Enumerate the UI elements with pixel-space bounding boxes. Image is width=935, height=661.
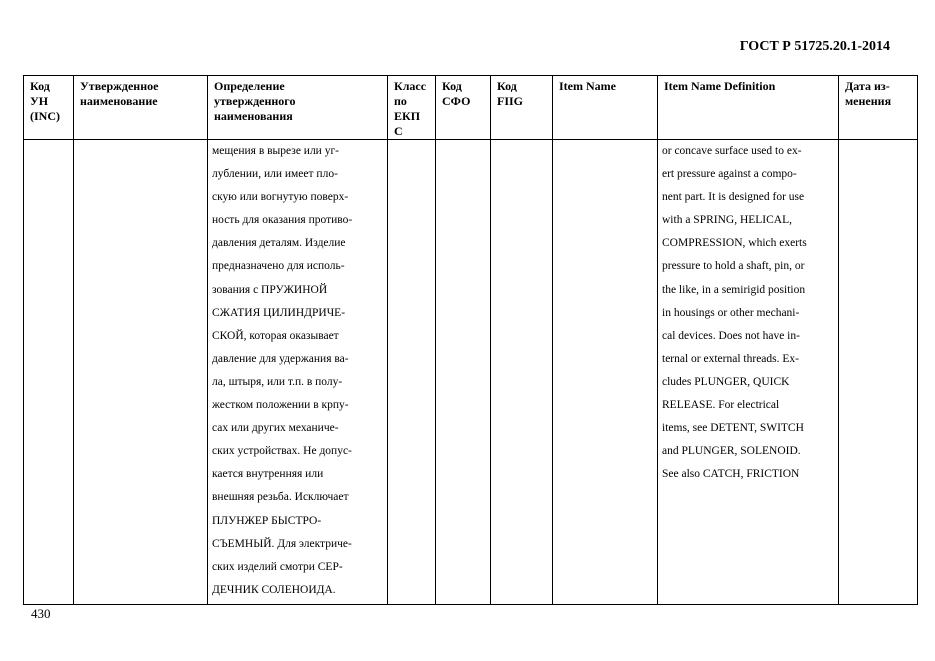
definition-en-line: RELEASE. For electrical: [662, 399, 780, 412]
definition-en-line: ert pressure against a compo-: [662, 168, 797, 181]
header-inc-code: Код УН (INC): [24, 76, 74, 140]
definition-ru-line: внешняя резьба. Исключает: [212, 491, 349, 504]
table-row: [24, 140, 918, 605]
definition-ru-line: жестком положении в крпу-: [212, 399, 349, 412]
definition-en-line: and PLUNGER, SOLENOID.: [662, 445, 801, 458]
page-number: 430: [31, 606, 51, 621]
header-approved-name: Утвержденное наименование: [74, 76, 208, 140]
cell-class: [388, 140, 436, 605]
definition-ru-line: сах или других механиче-: [212, 422, 339, 435]
definition-ru-line: зования с ПРУЖИНОЙ: [212, 283, 328, 296]
definition-en-line: ternal or external threads. Ex-: [662, 352, 799, 365]
definition-en-line: cal devices. Does not have in-: [662, 329, 800, 342]
definition-ru-line: лублении, или имеет пло-: [212, 168, 338, 181]
definition-ru-line: СЖАТИЯ ЦИЛИНДРИЧЕ-: [212, 306, 346, 319]
header-item-name: Item Name: [553, 76, 658, 140]
definition-en-line: items, see DETENT, SWITCH: [662, 422, 804, 435]
header-item-name-definition: Item Name Definition: [658, 76, 839, 140]
definition-ru-line: предназначено для исполь-: [212, 260, 345, 273]
definition-ru-line: ДЕЧНИК СОЛЕНОИДА.: [212, 583, 336, 596]
definition-en-line: pressure to hold a shaft, pin, or: [662, 260, 805, 273]
definition-ru-line: давления деталям. Изделие: [212, 237, 346, 250]
definition-ru-line: ность для оказания противо-: [212, 214, 353, 227]
cell-fiig-code: [491, 140, 553, 605]
header-change-date: Дата из- менения: [839, 76, 918, 140]
definition-ru-line: кается внутренняя или: [212, 468, 324, 481]
definition-ru-line: давление для удержания ва-: [212, 352, 349, 365]
definition-ru-line: ПЛУНЖЕР БЫСТРО-: [212, 514, 322, 527]
definition-ru-line: СКОЙ, которая оказывает: [212, 329, 339, 342]
definition-en-line: with a SPRING, HELICAL,: [662, 214, 793, 227]
cell-inc-code: [24, 140, 74, 605]
cell-item-name: [553, 140, 658, 605]
definition-en-line: in housings or other mechani-: [662, 306, 800, 319]
cell-definition-ru: [208, 140, 388, 605]
definition-en-line: cludes PLUNGER, QUICK: [662, 375, 790, 388]
definition-en-line: nent part. It is designed for use: [662, 191, 805, 204]
definition-ru-line: ских изделий смотри СЕР-: [212, 560, 343, 573]
document-id: ГОСТ Р 51725.20.1-2014: [739, 39, 890, 54]
header-sfo-code: Код СФО: [436, 76, 491, 140]
definition-ru-line: СЪЕМНЫЙ. Для электриче-: [212, 537, 352, 550]
cell-change-date: [839, 140, 918, 605]
header-fiig-code: Код FIIG: [491, 76, 553, 140]
definition-en-line: See also CATCH, FRICTION: [662, 468, 800, 481]
definition-ru-line: ла, штыря, или т.п. в полу-: [212, 375, 343, 388]
definition-ru-line: мещения в вырезе или уг-: [212, 145, 340, 157]
definition-en-line: COMPRESSION, which exerts: [662, 237, 807, 250]
header-name-definition-ru: Определение утвержденного наименования: [208, 76, 388, 140]
table-header-row: [24, 76, 918, 140]
cell-sfo-code: [436, 140, 491, 605]
definition-en-line: the like, in a semirigid position: [662, 283, 806, 296]
header-class: Класс по ЕКП С: [388, 76, 436, 140]
definition-ru-line: ских устройствах. Не допус-: [212, 445, 352, 458]
cell-approved-name: [74, 140, 208, 605]
catalog-table: [23, 75, 918, 605]
definition-en-line: or concave surface used to ex-: [662, 145, 802, 157]
definition-ru-line: скую или вогнутую поверх-: [212, 191, 349, 204]
cell-definition-en: [658, 140, 839, 605]
